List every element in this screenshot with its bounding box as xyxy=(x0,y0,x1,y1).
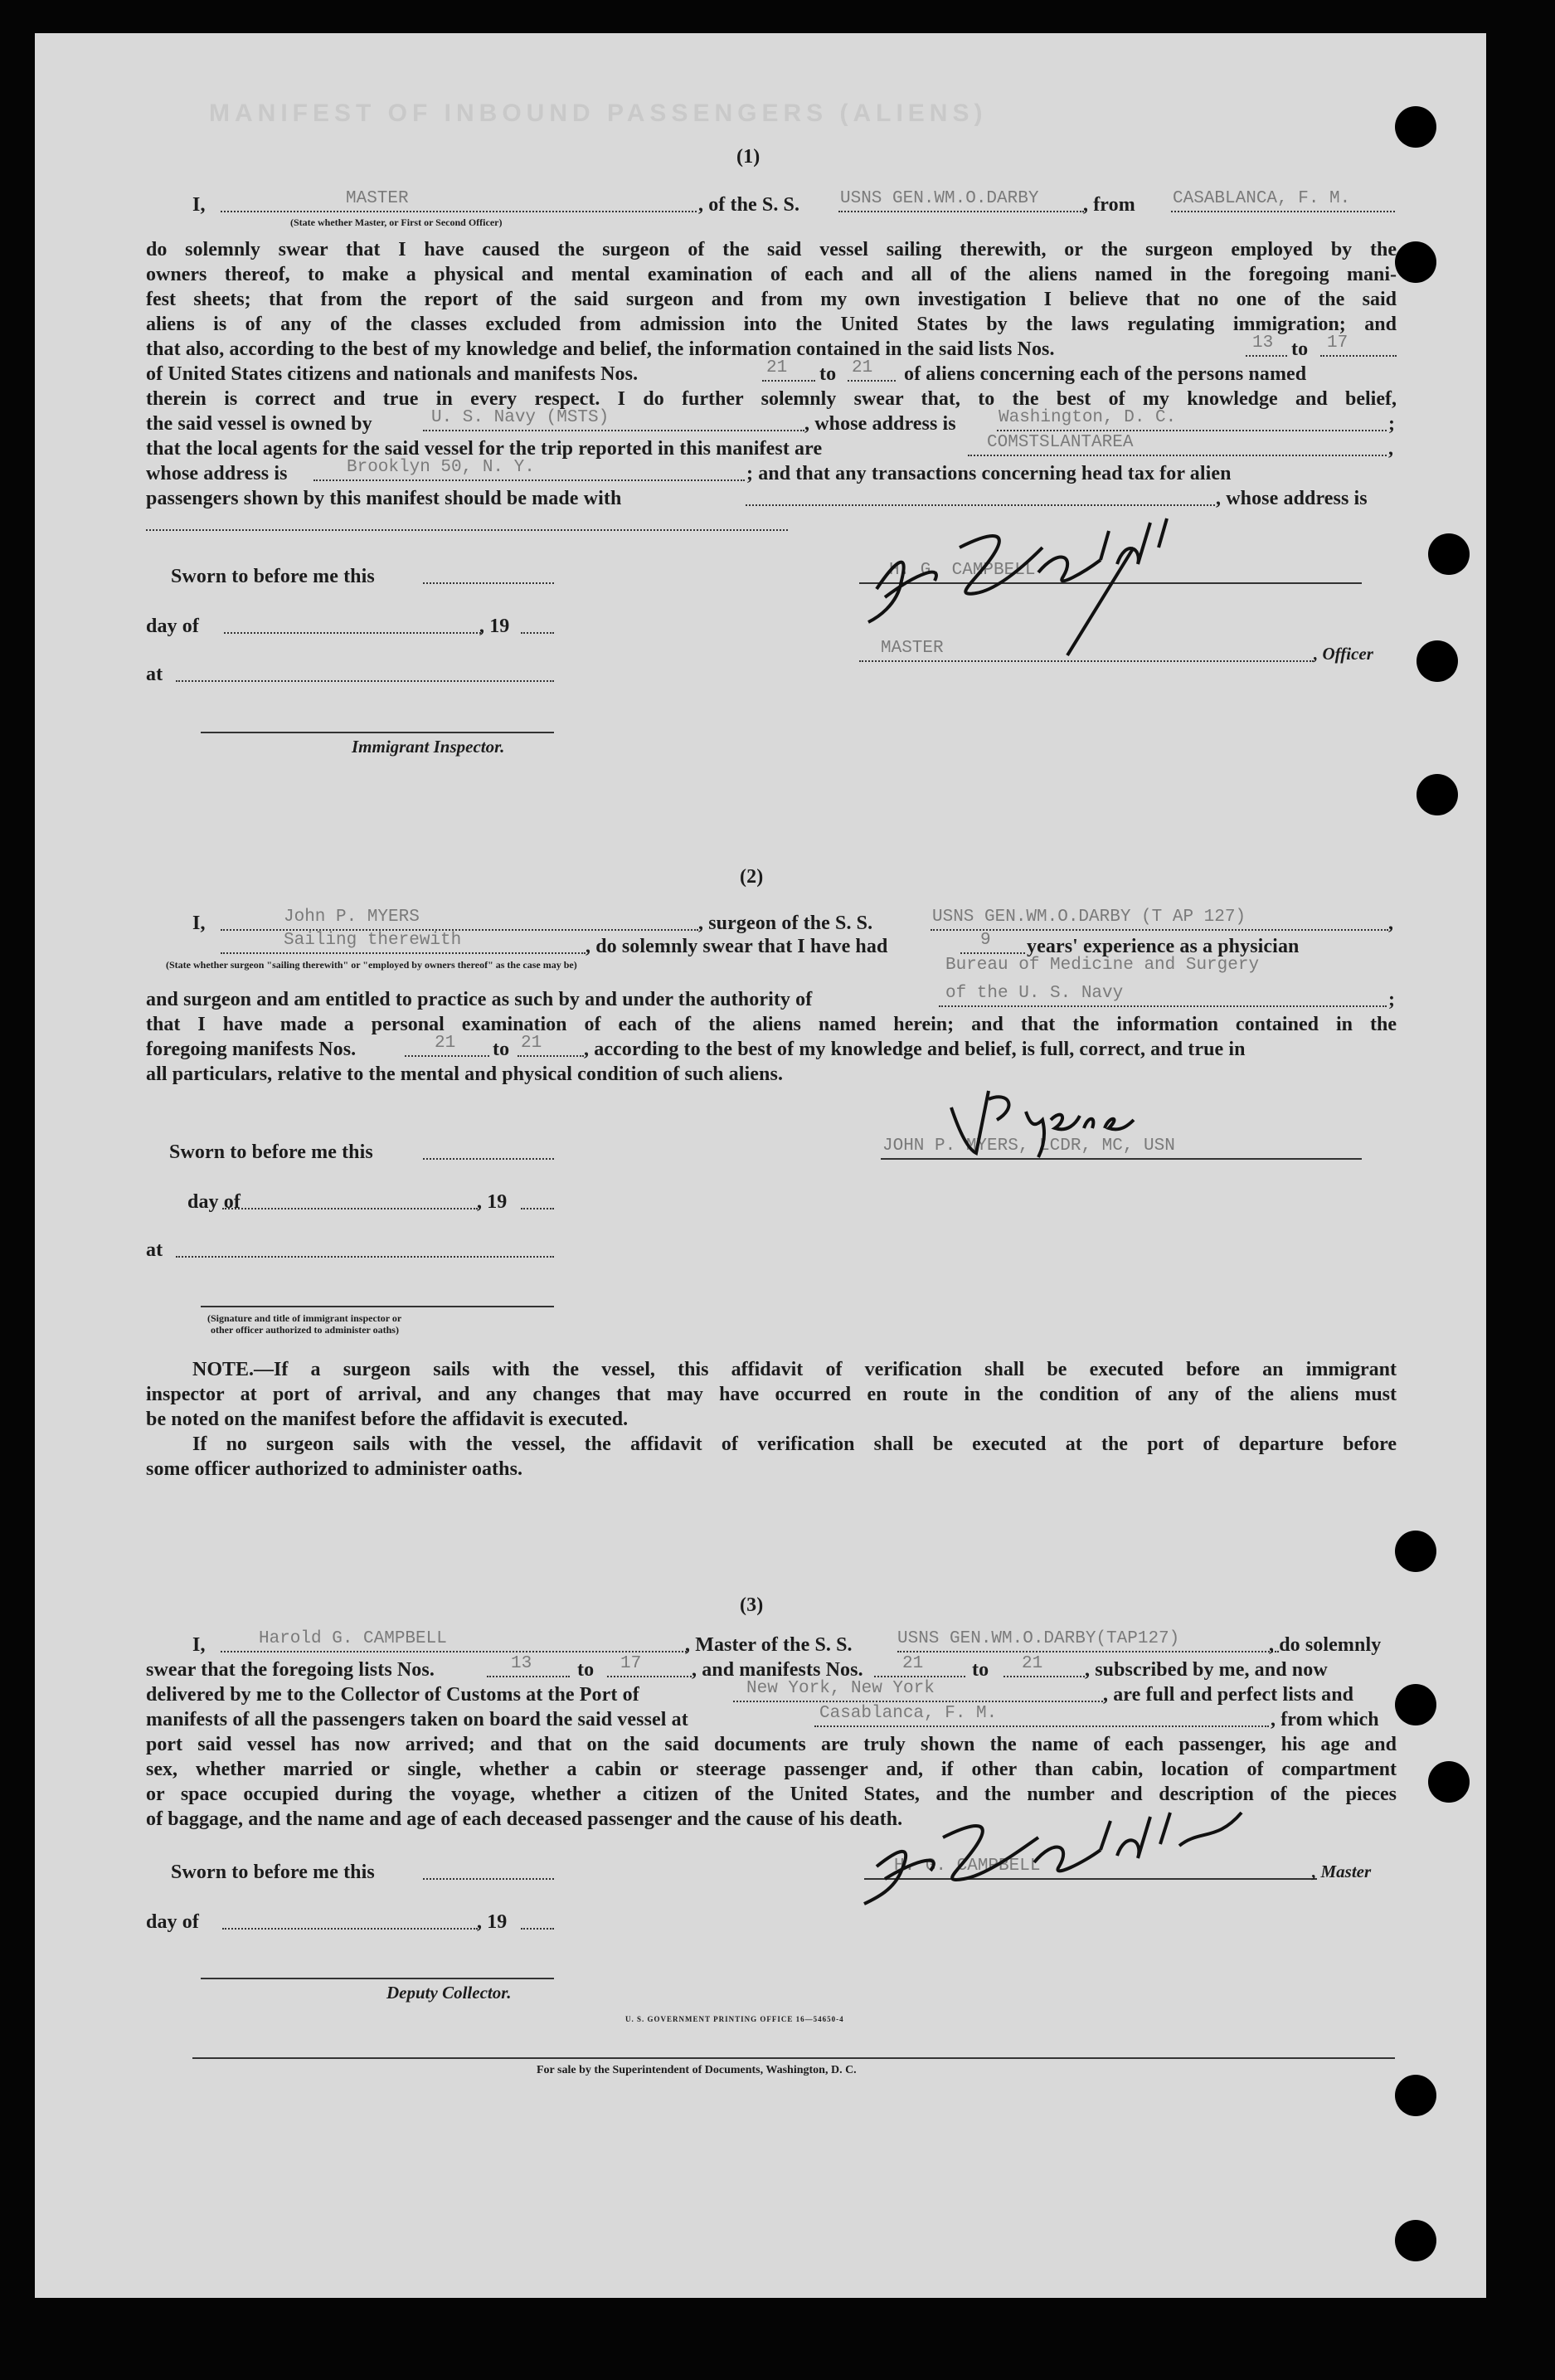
printing-office-note: U. S. GOVERNMENT PRINTING OFFICE 16—54650-4 xyxy=(625,2015,844,2023)
collector-caption: Deputy Collector. xyxy=(386,1983,512,2003)
intro-i: I, xyxy=(192,913,206,934)
surgeon-ship-value: USNS GEN.WM.O.DARBY (T AP 127) xyxy=(932,908,1246,927)
full-lists-text: , are full and perfect lists and xyxy=(1103,1684,1354,1706)
lists-to-value: 17 xyxy=(620,1654,642,1673)
at-label: at xyxy=(146,1239,163,1261)
owner-address-label: , whose address is xyxy=(804,413,956,435)
oath-line: aliens is of any of the classes excluded from admission into the United States by the laws regulating immigration; and xyxy=(146,314,1397,335)
collector-signature-line xyxy=(201,1978,554,1979)
manifests-post-text: of aliens concerning each of the persons named xyxy=(904,363,1307,385)
if-no-surgeon-line: If no surgeon sails with the vessel, the affidavit of verification shall be executed at the port of departure before xyxy=(192,1433,1397,1455)
owner-address-value: Washington, D. C. xyxy=(999,408,1177,427)
year-line xyxy=(521,1208,554,1209)
to-word: to xyxy=(577,1659,595,1681)
year-label: , 19 xyxy=(479,616,510,637)
passengers-label: passengers shown by this manifest should be made with xyxy=(146,488,622,509)
oath-line: port said vessel has now arrived; and that on the said documents are truly shown the name of each passenger, his age and xyxy=(146,1734,1397,1755)
boarded-line xyxy=(814,1725,1269,1727)
agents-address-line xyxy=(313,479,745,481)
agents-address-label: whose address is xyxy=(146,463,288,484)
punch-hole xyxy=(1395,2220,1436,2261)
title-value: MASTER xyxy=(881,639,944,658)
day-line xyxy=(224,632,481,634)
if-no-surgeon-last: some officer authorized to administer oaths. xyxy=(146,1458,523,1480)
authority-value-1: Bureau of Medicine and Surgery xyxy=(945,956,1260,975)
punch-hole xyxy=(1395,1531,1436,1572)
lists-from-line xyxy=(487,1676,570,1677)
sworn-line xyxy=(423,582,554,584)
master-rank-line xyxy=(221,211,697,212)
manifests-to-line xyxy=(1003,1676,1085,1677)
at-line xyxy=(176,680,554,682)
bleed-through-heading: MANIFEST OF INBOUND PASSENGERS (ALIENS) xyxy=(209,100,988,127)
master-label: , Master xyxy=(1312,1862,1372,1881)
owner-address-line xyxy=(997,430,1387,431)
authority-label: and surgeon and am entitled to practice as such by and under the authority of xyxy=(146,989,813,1010)
campbell-signature xyxy=(852,1796,1300,1912)
section-3-number: (3) xyxy=(740,1594,764,1616)
surgeon-ship-line xyxy=(931,929,1388,931)
manifests-from-line xyxy=(762,380,815,382)
from-which-text: , from which xyxy=(1271,1709,1379,1730)
port-value: New York, New York xyxy=(746,1679,935,1698)
sworn-label: Sworn to before me this xyxy=(171,566,375,587)
boarded-value: Casablanca, F. M. xyxy=(819,1704,998,1723)
punch-hole xyxy=(1417,640,1458,682)
for-sale-note: For sale by the Superintendent of Documents, Washington, D. C. xyxy=(537,2064,857,2076)
foregoing-label: foregoing manifests Nos. xyxy=(146,1039,357,1060)
year-label: , 19 xyxy=(477,1191,508,1213)
foregoing-from-line xyxy=(405,1055,489,1057)
at-label: at xyxy=(146,664,163,685)
officer-label: , Officer xyxy=(1314,644,1373,664)
foregoing-from-value: 21 xyxy=(435,1034,456,1053)
oath-line: fest sheets; that from the report of the said surgeon and from my own investigation I believe that no one of the said xyxy=(146,289,1397,310)
years-post-text: years' experience as a physician xyxy=(1027,936,1300,957)
year-line xyxy=(521,632,554,634)
ship-name-value: USNS GEN.WM.O.DARBY xyxy=(840,189,1039,208)
manifest-page xyxy=(35,33,1486,2298)
semicolon: ; xyxy=(1388,413,1396,435)
surgeon-name-value: John P. MYERS xyxy=(284,908,420,927)
title-line xyxy=(859,660,1314,662)
lists-to-value: 17 xyxy=(1327,333,1348,353)
agents-line xyxy=(968,455,1387,456)
official-signature-line xyxy=(201,1306,554,1307)
official-caption-2: other officer authorized to administer oaths) xyxy=(211,1324,399,1336)
address-continuation-line xyxy=(146,529,788,531)
manifests-from-value: 21 xyxy=(902,1654,924,1673)
to-word: to xyxy=(493,1039,510,1060)
section-1-number: (1) xyxy=(736,146,760,168)
authority-line xyxy=(939,1005,1387,1007)
owned-by-label: the said vessel is owned by xyxy=(146,413,372,435)
note-line: NOTE.—If a surgeon sails with the vessel, this affidavit of verification shall be executed before an immigrant xyxy=(192,1359,1397,1380)
punch-hole xyxy=(1395,1684,1436,1725)
lists-text: that also, according to the best of my knowledge and belief, the information contained in the said lists Nos. xyxy=(146,338,1055,360)
footer-rule xyxy=(192,2057,1395,2059)
authority-value-2: of the U. S. Navy xyxy=(945,984,1124,1003)
agents-address-value: Brooklyn 50, N. Y. xyxy=(347,458,535,477)
oath-line: do solemnly swear that I have caused the surgeon of the said vessel sailing therewith, or the surgeon employed by the xyxy=(146,239,1397,260)
oath-line: therein is correct and true in every respect. I do further solemnly swear that, to the best of my knowledge and belief, xyxy=(146,388,1397,410)
particulars-text: all particulars, relative to the mental and physical condition of such aliens. xyxy=(146,1063,784,1085)
master-rank-caption: (State whether Master, or First or Second Officer) xyxy=(290,217,503,228)
swear-lists-label: swear that the foregoing lists Nos. xyxy=(146,1659,435,1681)
and-manifests-label: , and manifests Nos. xyxy=(692,1659,863,1681)
day-of-label: day of xyxy=(146,1911,199,1933)
lists-to-line xyxy=(607,1676,692,1677)
owner-value: U. S. Navy (MSTS) xyxy=(431,408,610,427)
ship-name-line xyxy=(838,211,1084,212)
oath-line-last: of baggage, and the name and age of each deceased passenger and the cause of his death. xyxy=(146,1808,903,1830)
years-value: 9 xyxy=(980,931,991,950)
owner-line xyxy=(423,430,804,431)
surgeon-of-label: , surgeon of the S. S. xyxy=(698,913,873,934)
to-word: to xyxy=(972,1659,989,1681)
intro-i: I, xyxy=(192,194,206,216)
lists-from-value: 13 xyxy=(1252,333,1274,353)
do-solemnly-text: , do solemnly xyxy=(1269,1634,1382,1656)
sworn-line xyxy=(423,1878,554,1880)
day-line xyxy=(222,1928,478,1930)
manifests-all-label: manifests of all the passengers taken on board the said vessel at xyxy=(146,1709,688,1730)
master-name-value: Harold G. CAMPBELL xyxy=(259,1629,447,1648)
master-name-line xyxy=(221,1651,687,1652)
years-line xyxy=(960,952,1025,954)
manifests-to-value: 21 xyxy=(1022,1654,1043,1673)
day-of-label: day of xyxy=(187,1191,241,1213)
oath-line: that I have made a personal examination of each of the aliens named herein; and that the information contained in the xyxy=(146,1014,1397,1035)
master-rank-value: MASTER xyxy=(346,189,409,208)
manifests-from-line xyxy=(874,1676,965,1677)
comma: , xyxy=(1388,913,1394,934)
comma: , xyxy=(1388,438,1394,460)
agents-value: COMSTSLANTAREA xyxy=(987,433,1134,452)
surgeon-signer-typed: JOHN P. MYERS, LCDR, MC, USN xyxy=(882,1136,1175,1156)
from-port-line xyxy=(1171,211,1395,212)
master-of-label: , Master of the S. S. xyxy=(685,1634,853,1656)
foregoing-to-value: 21 xyxy=(521,1034,542,1053)
foregoing-post-text: , according to the best of my knowledge and belief, is full, correct, and true in xyxy=(584,1039,1246,1060)
lists-from-line xyxy=(1246,355,1287,357)
head-tax-text: ; and that any transactions concerning head tax for alien xyxy=(746,463,1232,484)
day-line xyxy=(222,1208,478,1209)
from-port-value: CASABLANCA, F. M. xyxy=(1173,189,1351,208)
day-of-label: day of xyxy=(146,616,199,637)
master-ship-value: USNS GEN.WM.O.DARBY(TAP127) xyxy=(897,1629,1180,1648)
intro-i: I, xyxy=(192,1634,206,1656)
to-word: to xyxy=(819,363,837,385)
punch-hole xyxy=(1417,774,1458,815)
sworn-label: Sworn to before me this xyxy=(169,1141,373,1163)
oath-line: sex, whether married or single, whether a cabin or steerage passenger and, if other than cabin, location of compartment xyxy=(146,1759,1397,1780)
myers-signature xyxy=(943,1083,1159,1166)
manifests-text: of United States citizens and nationals and manifests Nos. xyxy=(146,363,639,385)
section-2-number: (2) xyxy=(740,866,764,888)
punch-hole xyxy=(1395,106,1436,148)
oath-line: owners thereof, to make a physical and mental examination of each and all of the aliens named in the foregoing mani- xyxy=(146,264,1397,285)
port-line xyxy=(733,1701,1103,1702)
sworn-line xyxy=(423,1158,554,1160)
oath-line: or space occupied during the voyage, whether a citizen of the United States, and the number and description of the pieces xyxy=(146,1784,1397,1805)
delivered-label: delivered by me to the Collector of Customs at the Port of xyxy=(146,1684,639,1706)
subscribed-text: , subscribed by me, and now xyxy=(1085,1659,1328,1681)
lists-from-value: 13 xyxy=(511,1654,532,1673)
master-signer-typed: H. G. CAMPBELL xyxy=(894,1857,1041,1876)
to-word: to xyxy=(1291,338,1309,360)
master-ship-line xyxy=(897,1651,1279,1652)
sailing-line xyxy=(221,952,586,954)
lists-to-line xyxy=(1320,355,1397,357)
note-line-last: be noted on the manifest before the affidavit is executed. xyxy=(146,1409,629,1430)
note-line: inspector at port of arrival, and any changes that may have occurred en route in the condition of any of the aliens must xyxy=(146,1384,1397,1405)
from-label: , from xyxy=(1083,194,1135,216)
semicolon: ; xyxy=(1388,989,1396,1010)
manifests-to-value: 21 xyxy=(852,358,873,377)
punch-hole xyxy=(1428,1761,1470,1803)
punch-hole xyxy=(1395,2075,1436,2116)
swear-text: , do solemnly swear that I have had xyxy=(586,936,888,957)
manifests-to-line xyxy=(848,380,896,382)
master-signer-typed: H. G. CAMPBELL xyxy=(889,561,1036,580)
year-line xyxy=(521,1928,554,1930)
whose-address-label: , whose address is xyxy=(1216,488,1368,509)
manifests-from-value: 21 xyxy=(766,358,788,377)
punch-hole xyxy=(1395,241,1436,283)
sworn-label: Sworn to before me this xyxy=(171,1862,375,1883)
surgeon-status-caption: (State whether surgeon "sailing therewith" or "employed by owners thereof" as the case may be) xyxy=(166,959,577,971)
of-ss-label: , of the S. S. xyxy=(698,194,800,216)
campbell-signature xyxy=(852,498,1217,655)
agents-label: that the local agents for the said vessel for the trip reported in this manifest are xyxy=(146,438,823,460)
sailing-value: Sailing therewith xyxy=(284,931,462,950)
inspector-signature-line xyxy=(201,732,554,733)
official-caption-1: (Signature and title of immigrant inspector or xyxy=(207,1312,402,1324)
punch-hole xyxy=(1428,533,1470,575)
inspector-caption: Immigrant Inspector. xyxy=(352,737,505,757)
year-label: , 19 xyxy=(477,1911,508,1933)
foregoing-to-line xyxy=(518,1055,584,1057)
at-line xyxy=(176,1256,554,1258)
